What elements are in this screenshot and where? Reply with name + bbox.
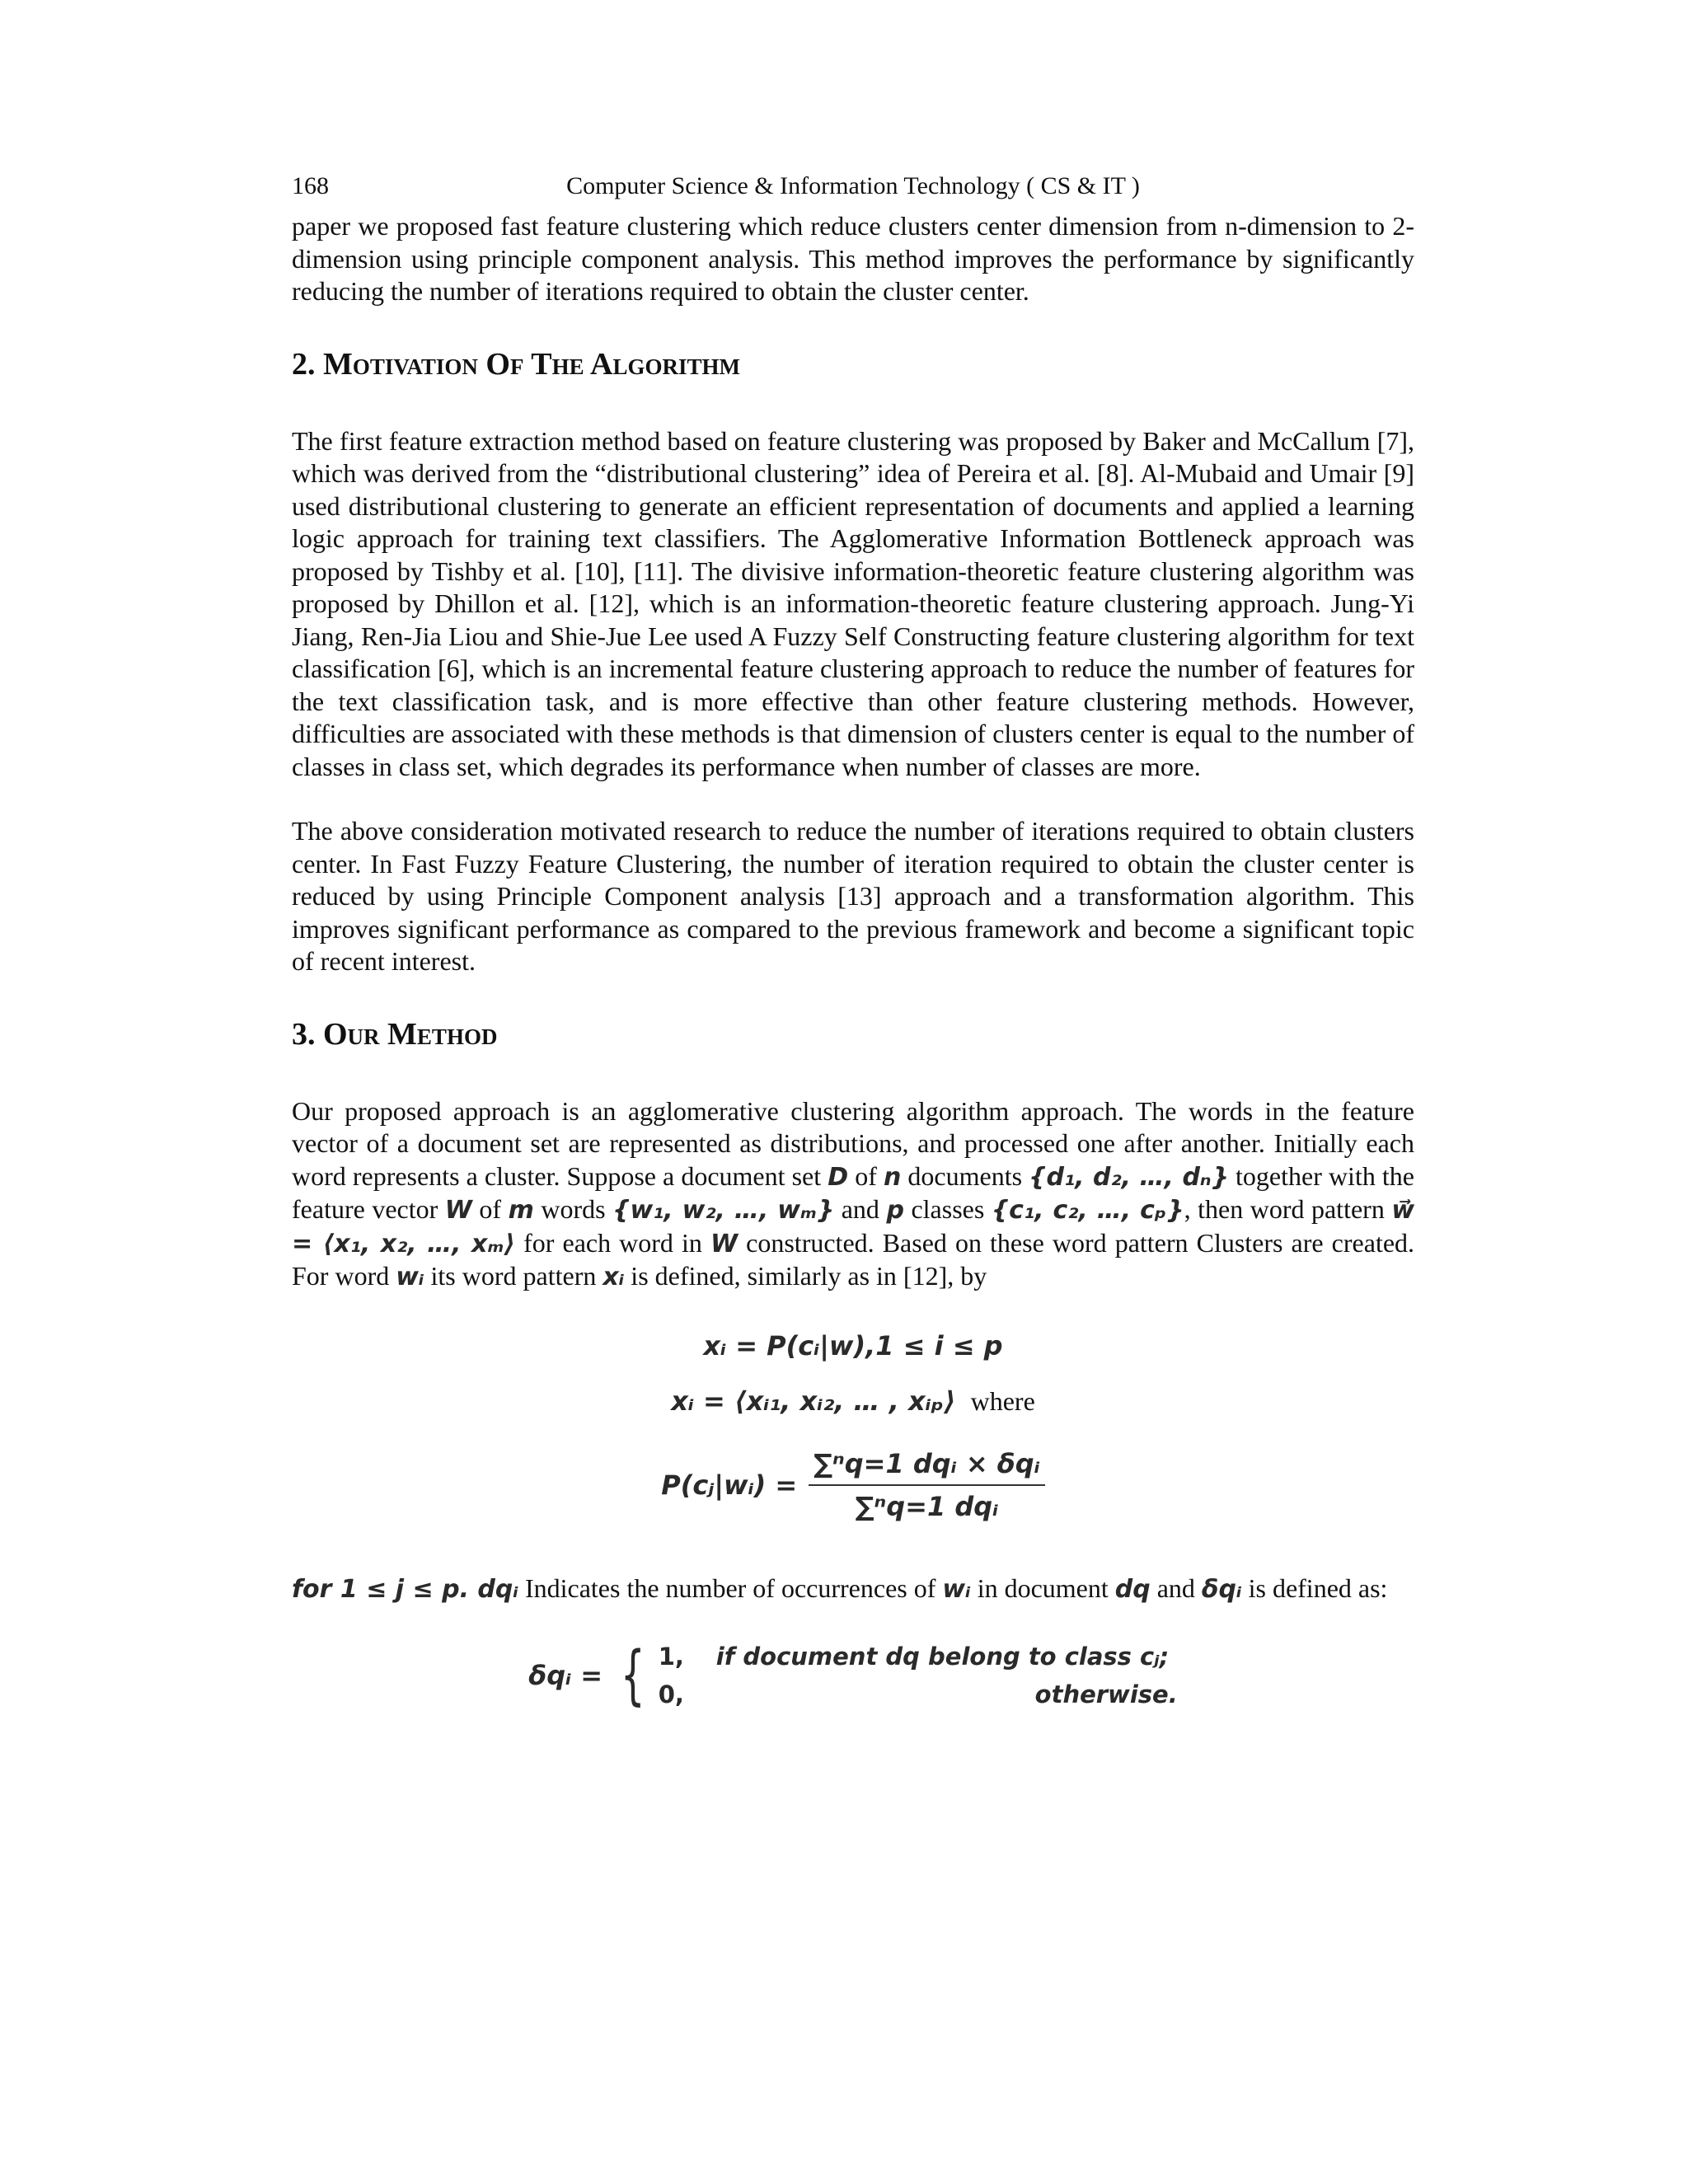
cases-block [612, 1638, 1178, 1713]
equation-3-lhs: P(cⱼ|wᵢ) = [661, 1469, 798, 1501]
section-3-paragraph-1: Our proposed approach is an agglomerative clustering algorithm approach. The words in the feature vector of a document set are represented as distributions, and processed one after another. Initially each word represents a cluster. Suppose a document set D of n documents {d₁, d₂, …, dₙ} together with the feature vector W of m words {w₁, w₂, …, wₘ} and p classes {c₁, c₂, …, cₚ}, then word pattern w⃗ = ⟨x₁, x₂, …, xₘ⟩ for each word in W constructed. Based on these word pattern Clusters are created. For word wᵢ its word pattern xᵢ is defined, similarly as in [12], by [292, 1095, 1415, 1291]
math-p: p [886, 1196, 904, 1225]
math-for-range: for 1 ≤ j ≤ p. dqᵢ [292, 1574, 518, 1604]
equation-3 [292, 1427, 1414, 1543]
where-label: where [970, 1385, 1035, 1416]
page-number: 168 [292, 172, 329, 199]
journal-title: Computer Science & Information Technology ( CS & IT ) [566, 172, 1140, 199]
math-dq: dq [1114, 1574, 1151, 1604]
math-wi: wᵢ [396, 1263, 424, 1291]
case-2-value: 0, [658, 1680, 684, 1708]
case-1-value: 1, [658, 1643, 684, 1671]
equation-4 [292, 1630, 1414, 1721]
intro-paragraph: paper we proposed fast feature clustering which reduce clusters center dimension from n-dimension to 2-dimension using principle component analysis. This method improves the performance by significantly reducing the number of iterations required to obtain the cluster center. [292, 211, 1414, 306]
math-word-pattern-vector: w⃗ = ⟨x₁, x₂, …, xₘ⟩ [292, 1196, 1415, 1258]
equation-1: xᵢ = P(cᵢ|w),1 ≤ i ≤ p [703, 1329, 1003, 1361]
running-header [292, 169, 1414, 210]
paper-page [292, 169, 1414, 1721]
math-m: m [508, 1196, 534, 1225]
equation-4-lhs: δqᵢ = [528, 1660, 603, 1691]
math-delta: δqᵢ [1201, 1574, 1242, 1604]
section-2-heading: 2. Motivation Of The Algorithm [292, 346, 740, 382]
fraction-numerator: ∑ⁿq=1 dqᵢ × δqᵢ [809, 1448, 1045, 1486]
math-document-set: {d₁, d₂, …, dₙ} [1029, 1162, 1229, 1192]
math-W: W [444, 1196, 472, 1225]
math-D: D [828, 1162, 849, 1192]
math-word-set: {w₁, w₂, …, wₘ} [612, 1196, 835, 1225]
section-2-paragraph-2: The above consideration motivated research to reduce the number of iterations required to obtain clusters center. In Fast Fuzzy Feature Clustering, the number of iteration required to obtain the cluster center is reduced by using Principle Component analysis [13] approach and a transformation algorithm. This improves significant performance as compared to the previous framework and become a significant topic of recent interest. [292, 816, 1414, 976]
math-W-2: W [710, 1229, 738, 1258]
section-2-paragraph-1: The first feature extraction method based on feature clustering was proposed by Baker and McCallum [7], which was derived from the “distributional clustering” idea of Pereira et al. [8]. Al-Mubaid and Umair [9] used distributional clustering to generate an efficient representation of documents and applied a learning logic approach for training text classifiers. The Agglomerative Information Bottleneck approach was proposed by Tishby et al. [10], [11]. The divisive information-theoretic feature clustering algorithm was proposed by Dhillon et al. [12], which is an information-theoretic feature clustering approach. Jung-Yi Jiang, Ren-Jia Liou and Shie-Jue Lee used A Fuzzy Self Constructing feature clustering algorithm for text classification [6], which is an incremental feature clustering approach to reduce the number of features for the text classification task, and is more effective than other feature clustering methods. However, difficulties are associated with these methods is that dimension of clusters center is equal to the number of classes in class set, which degrades its performance when number of classes are more. [292, 425, 1414, 781]
case-2-condition: otherwise. [1034, 1680, 1178, 1708]
fraction [809, 1448, 1045, 1522]
fraction-denominator: ∑ⁿq=1 dqᵢ [855, 1490, 999, 1522]
equation-2: xᵢ = ⟨xᵢ₁, xᵢ₂, … , xᵢₚ⟩ where [671, 1385, 1035, 1417]
math-wi-2: wᵢ [942, 1574, 971, 1604]
left-brace: { [621, 1638, 645, 1713]
case-1-condition: if document dq belong to class cⱼ; [715, 1643, 1170, 1671]
section-3-heading: 3. Our Method [292, 1016, 498, 1052]
section-3-paragraph-2: for 1 ≤ j ≤ p. dqᵢ Indicates the number of occurrences of wᵢ in document dq and δqᵢ is defined as: [292, 1572, 1388, 1604]
math-class-set: {c₁, c₂, …, cₚ} [991, 1196, 1184, 1225]
math-n: n [883, 1162, 902, 1192]
math-xi: xᵢ [603, 1263, 625, 1291]
